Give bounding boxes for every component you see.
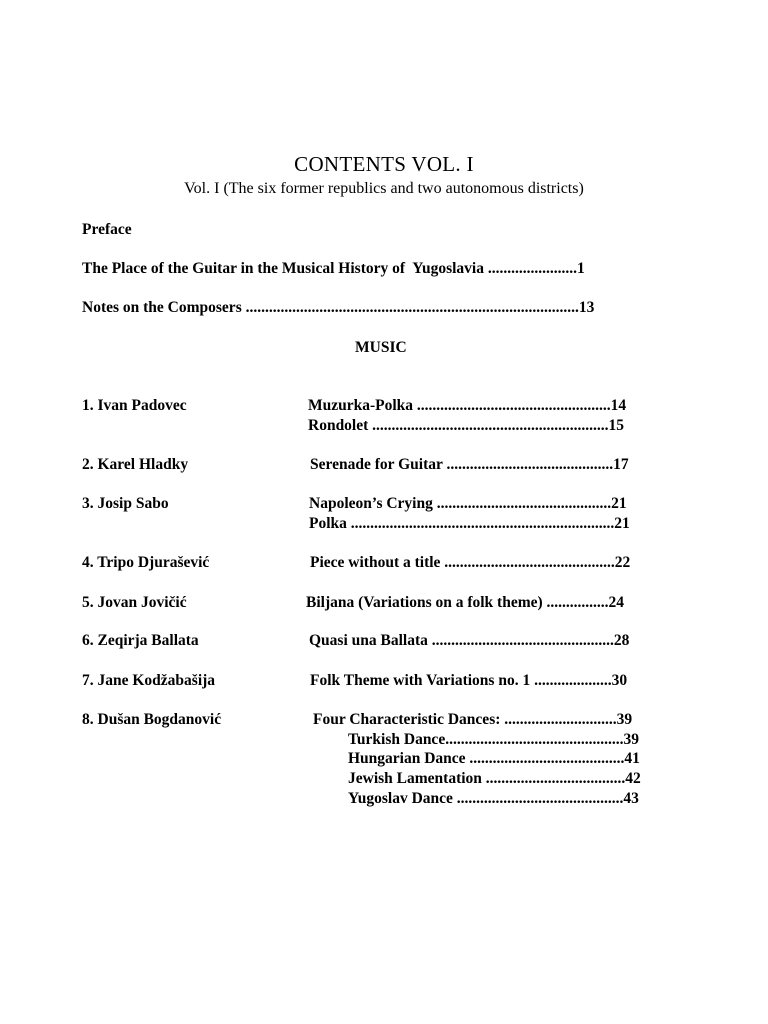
composer-name: 6. Zeqirja Ballata [82,632,199,649]
piece-entry: Quasi una Ballata ...............................................28 [309,632,630,649]
toc-entry-notes-on-composers: Notes on the Composers ......................................................................................13 [82,299,595,316]
page-title: CONTENTS VOL. I [294,152,474,176]
piece-entry: Rondolet .............................................................15 [308,417,625,434]
piece-entry: Folk Theme with Variations no. 1 ....................30 [310,672,628,689]
composer-name: 4. Tripo Djurašević [82,554,210,571]
music-heading: MUSIC [355,339,407,356]
dance-entry: Jewish Lamentation ....................................42 [348,770,641,787]
dance-entry: Turkish Dance..............................................39 [348,731,639,748]
composer-name: 2. Karel Hladky [82,456,189,473]
composer-name: 3. Josip Sabo [82,495,169,512]
toc-entry-place-of-guitar: The Place of the Guitar in the Musical History of Yugoslavia .......................1 [82,260,585,277]
piece-entry: Four Characteristic Dances: .............................39 [313,711,633,728]
composer-name: 8. Dušan Bogdanović [82,711,222,728]
composer-name: 5. Jovan Jovičić [82,594,187,611]
page-subtitle: Vol. I (The six former republics and two autonomous districts) [184,180,584,197]
dance-entry: Hungarian Dance ........................................41 [348,750,640,767]
piece-entry: Napoleon’s Crying .............................................21 [309,495,627,512]
dance-entry: Yugoslav Dance ...........................................43 [348,790,639,807]
piece-entry: Biljana (Variations on a folk theme) ................24 [306,594,625,611]
composer-name: 1. Ivan Padovec [82,397,187,414]
piece-entry: Polka ....................................................................21 [309,515,630,532]
piece-entry: Serenade for Guitar ...........................................17 [310,456,629,473]
piece-entry: Piece without a title ............................................22 [310,554,631,571]
piece-entry: Muzurka-Polka ..................................................14 [308,397,627,414]
composer-name: 7. Jane Kodžabašija [82,672,216,689]
preface-entry: Preface [82,221,132,238]
